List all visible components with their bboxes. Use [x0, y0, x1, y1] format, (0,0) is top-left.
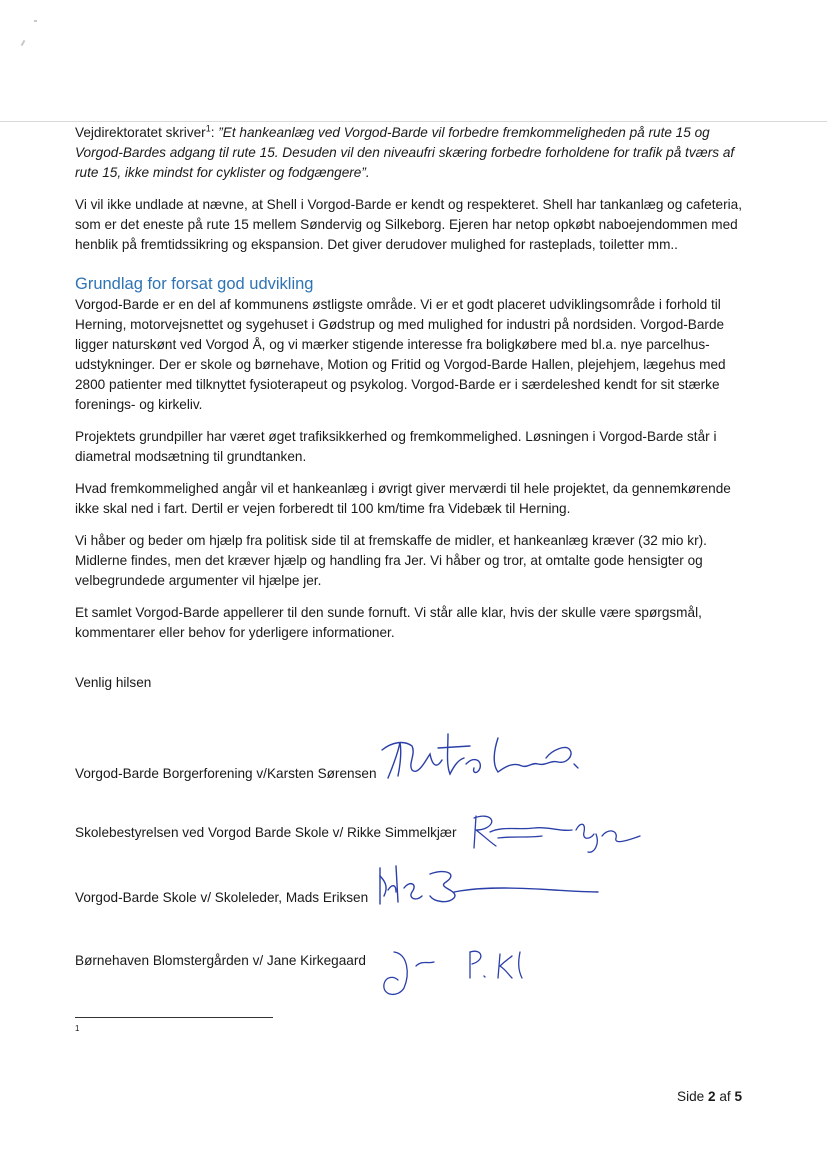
scan-edge-line: [0, 121, 827, 122]
signatory-line: Vorgod-Barde Skole v/ Skoleleder, Mads Eriksen: [75, 890, 369, 905]
footnote-reference: 1: [205, 123, 211, 134]
scan-speck: [21, 40, 26, 46]
page-number-prefix: Side: [677, 1089, 708, 1104]
intro-colon: :: [210, 125, 219, 140]
intro-quote: ”Et hankeanlæg ved Vorgod-Barde vil forbedre fremkommeligheden på rute 15 og Vorgod-Bardes adgang til rute 15. Desuden vil den niveaufri skæring forbedre forholdene for trafik på tværs af rute 15, ikke mindst for cyklister og fodgængere”.: [75, 125, 735, 180]
footnote-number: 1: [75, 1024, 80, 1033]
paragraph-pillars: Projektets grundpiller har været øget trafiksikkerhed og fremkommelighed. Løsningen i Vorgod-Barde står i diametral modsætning til grundtanken.: [75, 429, 717, 464]
intro-lead: Vejdirektoratet skriver: [75, 125, 206, 140]
closing-greeting: Venlig hilsen: [75, 675, 152, 690]
paragraph-intro: [75, 123, 755, 183]
footnote-separator: [75, 1017, 273, 1018]
page-number-current: 2: [707, 1089, 716, 1104]
signature-karsten: [378, 720, 588, 790]
paragraph-area: Vorgod-Barde er en del af kommunens østligste område. Vi er et godt placeret udviklingsområde i forhold til Herning, motorvejsnettet og sygehuset i Gødstrup og med mulighed for industri på nordsiden. Vorgod-Barde ligger naturskønt ved Vorgod Å, og vi mærker stigende interesse fra boligkøbere med bl.a. nye parcelhus-udstykninger. Der er skole og børnehave, Motion og Fritid og Vorgod-Barde Hallen, plejehjem, lægehus med 2800 patienter med tilknyttet fysioterapeut og psykolog. Vorgod-Barde er i særdeleshed kendt for sit stærke forenings- og kirkeliv.: [75, 297, 726, 412]
signatory-line: Børnehaven Blomstergården v/ Jane Kirkegaard: [75, 953, 366, 968]
signatory-line: Vorgod-Barde Borgerforening v/Karsten Sørensen: [75, 766, 377, 781]
signature-rikke: [468, 808, 648, 858]
paragraph-shell: Vi vil ikke undlade at nævne, at Shell i Vorgod-Barde er kendt og respekteret. Shell har tankanlæg og cafeteria, som er det eneste på rute 15 mellem Søndervig og Silkeborg. Ejeren har netop opkøbt naboejendommen med henblik på fremtidssikring og ekspansion. Det giver derudover mulighed for rasteplads, toiletter mm..: [75, 197, 742, 252]
paragraph-accessibility: Hvad fremkommelighed angår vil et hankeanlæg i øvrigt giver merværdi til hele projektet, da gennemkørende ikke skal ned i fart. Dertil er vejen forberedt til 100 km/time fra Videbæk til Herning.: [75, 481, 731, 516]
signatory-line: Skolebestyrelsen ved Vorgod Barde Skole v/ Rikke Simmelkjær: [75, 825, 457, 840]
letter-body: [75, 123, 755, 705]
signature-mads: [374, 862, 604, 912]
paragraph-appeal: Et samlet Vorgod-Barde appellerer til den sunde fornuft. Vi står alle klar, hvis der skulle være spørgsmål, kommentarer eller behov for yderligere informationer.: [75, 605, 702, 640]
section-heading: Grundlag for forsat god udvikling: [75, 275, 314, 293]
paragraph-funding: Vi håber og beder om hjælp fra politisk side til at fremskaffe de midler, et hankeanlæg kræver (32 mio kr). Midlerne findes, men det kræver hjælp og handling fra Jer. Vi håber og tror, at omtalte gode hensigter og velbegrundede argumenter vil hjælpe jer.: [75, 533, 707, 588]
scan-speck: [34, 20, 37, 22]
page-number-separator: af: [715, 1089, 735, 1104]
page-number-total: 5: [734, 1089, 742, 1104]
page-number: [677, 1089, 742, 1104]
signature-jane: [376, 938, 546, 1000]
